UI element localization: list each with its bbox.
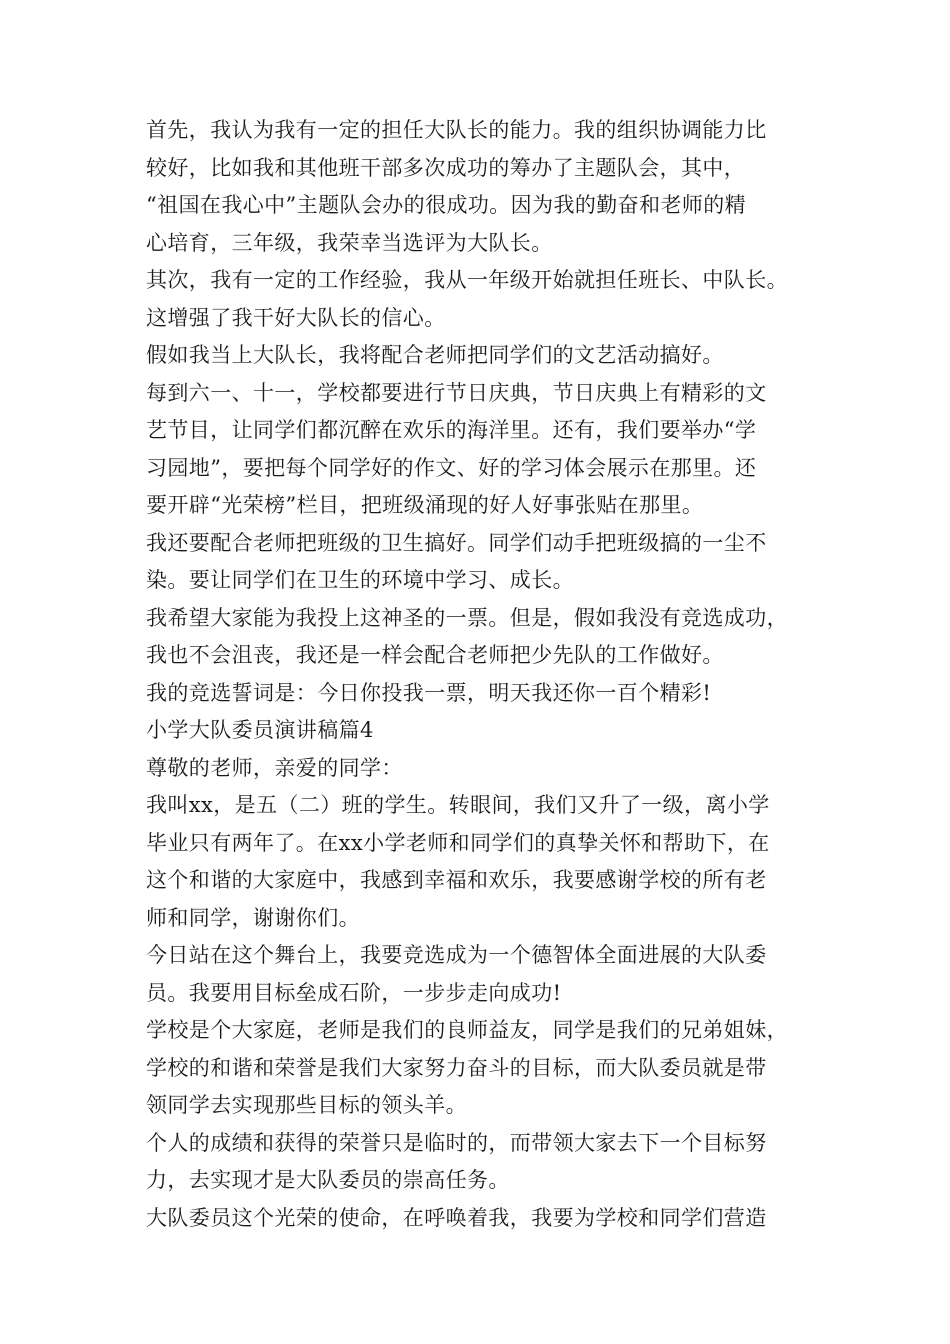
document-body: [146, 112, 810, 1237]
text-line: 艺节目，让同学们都沉醉在欢乐的海洋里。还有，我们要举办“学: [146, 418, 757, 442]
text-line: 毕业只有两年了。在xx小学老师和同学们的真挚关怀和帮助下，在: [146, 830, 770, 855]
text-line: 尊敬的老师，亲爱的同学：: [146, 755, 403, 780]
text-line: “祖国在我心中”主题队会办的很成功。因为我的勤奋和老师的精: [146, 193, 747, 217]
text-line: 要开辟“光荣榜”栏目，把班级涌现的好人好事张贴在那里。: [146, 493, 704, 517]
text-line: 染。要让同学们在卫生的环境中学习、成长。: [146, 568, 574, 592]
text-line: 师和同学，谢谢你们。: [146, 905, 360, 930]
text-line: 我还要配合老师把班级的卫生搞好。同学们动手把班级搞的一尘不: [146, 530, 767, 555]
text-line: 这个和谐的大家庭中，我感到幸福和欢乐，我要感谢学校的所有老: [146, 868, 767, 892]
text-line: 首先，我认为我有一定的担任大队长的能力。我的组织协调能力比: [146, 118, 767, 142]
text-line: 力，去实现才是大队委员的崇高任务。: [146, 1168, 510, 1192]
text-line: 员。我要用目标垒成石阶，一步步走向成功!: [146, 980, 562, 1005]
text-line: 我叫xx，是五（二）班的学生。转眼间，我们又升了一级，离小学: [146, 793, 770, 817]
text-line: 学校的和谐和荣誉是我们大家努力奋斗的目标，而大队委员就是带: [146, 1055, 767, 1080]
text-line: 今日站在这个舞台上，我要竞选成为一个德智体全面进展的大队委: [146, 943, 767, 967]
text-line: 较好，比如我和其他班干部多次成功的筹办了主题队会，其中，: [146, 155, 746, 180]
text-line: 大队委员这个光荣的使命，在呼唤着我，我要为学校和同学们营造: [146, 1205, 767, 1230]
text-line: 我希望大家能为我投上这神圣的一票。但是，假如我没有竞选成功，: [146, 605, 788, 630]
text-line: 心培育，三年级，我荣幸当选评为大队长。: [146, 230, 553, 255]
text-line: 每到六一、十一，学校都要进行节日庆典，节日庆典上有精彩的文: [146, 380, 767, 405]
text-line: 这增强了我干好大队长的信心。: [146, 305, 446, 330]
text-line: 学校是个大家庭，老师是我们的良师益友，同学是我们的兄弟姐妹，: [146, 1018, 788, 1042]
text-line: 习园地”，要把每个同学好的作文、好的学习体会展示在那里。还: [146, 455, 757, 480]
text-line: 我的竞选誓词是：今日你投我一票，明天我还你一百个精彩!: [146, 680, 712, 705]
text-line: 个人的成绩和获得的荣誉只是临时的，而带领大家去下一个目标努: [146, 1130, 767, 1155]
text-line: 领同学去实现那些目标的领头羊。: [146, 1093, 467, 1117]
text-line: 我也不会沮丧，我还是一样会配合老师把少先队的工作做好。: [146, 643, 724, 667]
section-heading: 小学大队委员演讲稿篇4: [146, 718, 374, 742]
text-line: 其次，我有一定的工作经验，我从一年级开始就担任班长、中队长。: [146, 268, 788, 292]
text-line: 假如我当上大队长，我将配合老师把同学们的文艺活动搞好。: [146, 343, 724, 367]
